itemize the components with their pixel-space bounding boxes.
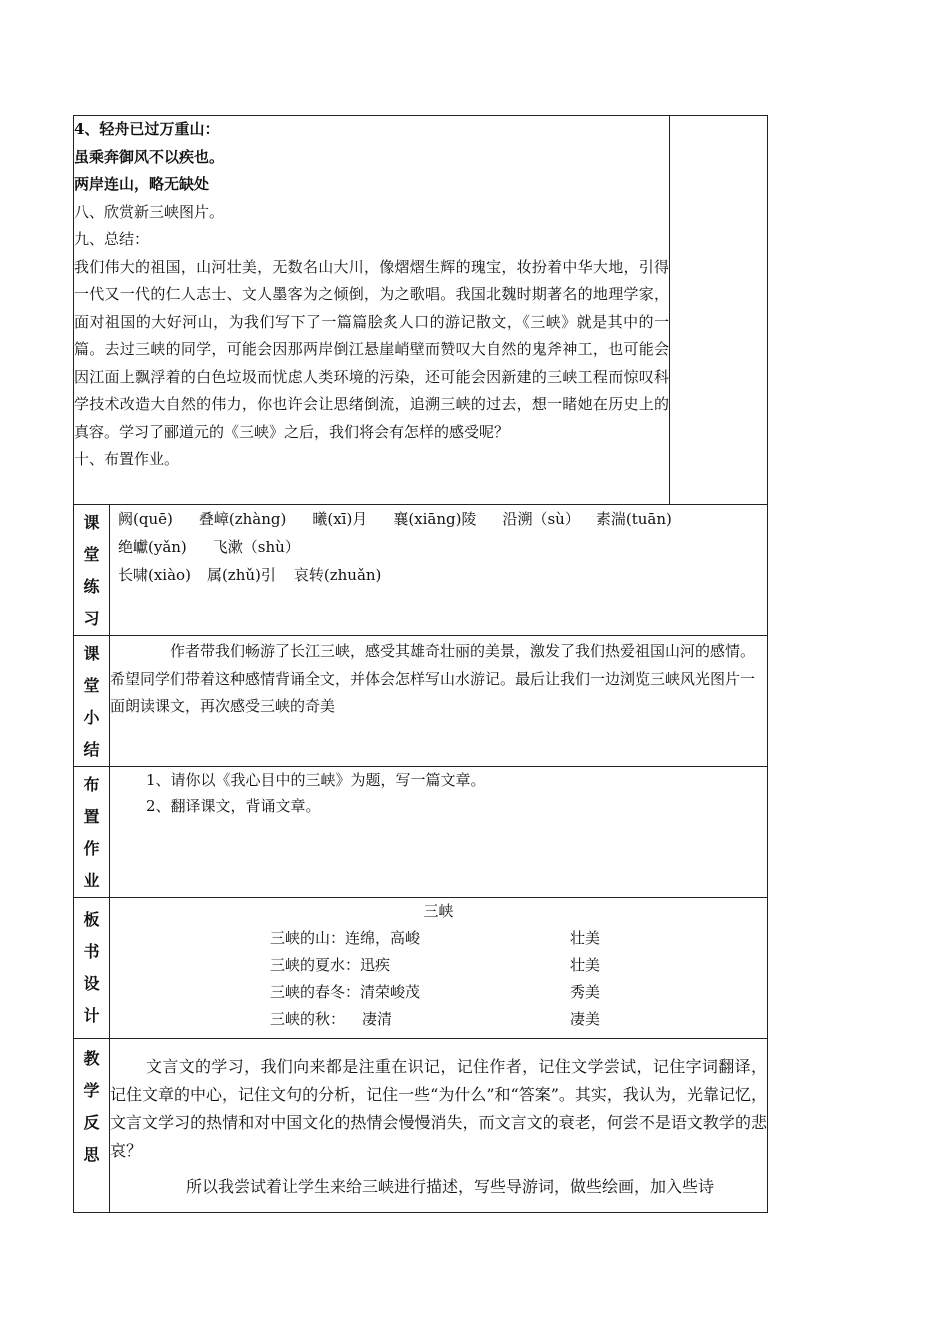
class-summary-text: 作者带我们畅游了长江三峡，感受其雄奇壮丽的美景，激发了我们热爱祖国山河的感情。希望同学们带着这种感情背诵全文，并体会怎样写山水游记。最后让我们一边浏览三峡风光图片一面朗读课文，再次感受三峡的奇美 xyxy=(110,642,756,715)
reflection-paragraph-2: 所以我尝试着让学生来给三峡进行描述，写些导游词，做些绘画，加入些诗 xyxy=(186,1177,715,1196)
class-summary-row xyxy=(74,636,768,767)
step-8: 八、欣赏新三峡图片。 xyxy=(74,202,225,221)
verse-line-2: 虽乘奔御风不以疾也。 xyxy=(74,147,225,166)
notes-cell xyxy=(670,116,768,505)
reflection-paragraph-1: 文言文的学习，我们向来都是注重在识记，记住作者，记住文学尝试，记住字词翻译，记住文章的中心，记住文句的分析，记住一些“为什么”和“答案”。其实，我认为，光靠记忆，文言文学习的热情和对中国文化的热情会慢慢消失，而文言文的衰老，何尝不是语文教学的悲哀？ xyxy=(110,1057,767,1160)
reflection-row xyxy=(74,1039,768,1213)
board-design-row xyxy=(74,898,768,1039)
board-design-label: 板 书 设 计 xyxy=(74,898,110,1039)
board-row: 三峡的秋： 凄清 凄美 xyxy=(270,1010,601,1028)
board-row: 三峡的山：连绵，高峻 壮美 xyxy=(270,929,601,947)
board-row: 三峡的春冬：清荣峻茂 秀美 xyxy=(270,983,601,1001)
class-summary-label: 课 堂 小 结 xyxy=(74,636,110,767)
homework-item-1: 1、请你以《我心目中的三峡》为题，写一篇文章。 xyxy=(146,771,486,789)
class-summary-content xyxy=(110,636,768,767)
board-design-content xyxy=(110,898,768,1039)
summary-paragraph: 我们伟大的祖国，山河壮美，无数名山大川，像熠熠生辉的瑰宝，妆扮着中华大地，引得一代又一代的仁人志士、文人墨客为之倾倒，为之歌唱。我国北魏时期著名的地理学家，面对祖国的大好河山，为我们写下了一篇篇脍炙人口的游记散文，《三峡》就是其中的一篇。去过三峡的同学，可能会因那两岸倒江悬崖峭壁而赞叹大自然的鬼斧神工，也可能会因江面上飘浮着的白色垃圾而忧虑人类环境的污染，还可能会因新建的三峡工程而惊叹科学技术改造大自然的伟力，你也许会让思绪倒流，追溯三峡的过去，想一睹她在历史上的真容。学习了郦道元的《三峡》之后，我们将会有怎样的感受呢？ xyxy=(74,257,669,441)
homework-row xyxy=(74,767,768,898)
step-10: 十、布置作业。 xyxy=(74,450,180,468)
pinyin-row-3: 长啸(xiào) 属(zhǔ)引 哀转(zhuǎn) xyxy=(118,566,382,584)
practice-content xyxy=(110,505,768,636)
practice-label: 课 堂 练 习 xyxy=(74,505,110,636)
pinyin-row-2: 绝巘(yǎn) 飞漱（shù） xyxy=(118,538,300,556)
practice-row xyxy=(74,505,768,636)
verse-line-3: 两岸连山，略无缺处 xyxy=(74,175,210,193)
homework-content xyxy=(110,767,768,898)
homework-label: 布 置 作 业 xyxy=(74,767,110,898)
verse-line-1: 4、轻舟已过万重山： xyxy=(74,120,220,138)
pinyin-row-1: 阙(quē) 叠嶂(zhàng) 曦(xī)月 襄(xiāng)陵 沿溯（sù） 素湍(tuān) xyxy=(118,510,672,528)
reflection-label: 教 学 反 思 xyxy=(74,1039,110,1213)
step-9: 九、总结： xyxy=(74,230,150,248)
homework-item-2: 2、翻译课文，背诵文章。 xyxy=(146,797,321,815)
reflection-content xyxy=(110,1039,768,1213)
board-row: 三峡的夏水：迅疾 壮美 xyxy=(270,956,601,974)
board-title: 三峡 xyxy=(423,902,454,920)
teaching-content-cell xyxy=(74,116,670,505)
teaching-content-row xyxy=(74,116,768,505)
lesson-plan-table xyxy=(73,115,768,1213)
